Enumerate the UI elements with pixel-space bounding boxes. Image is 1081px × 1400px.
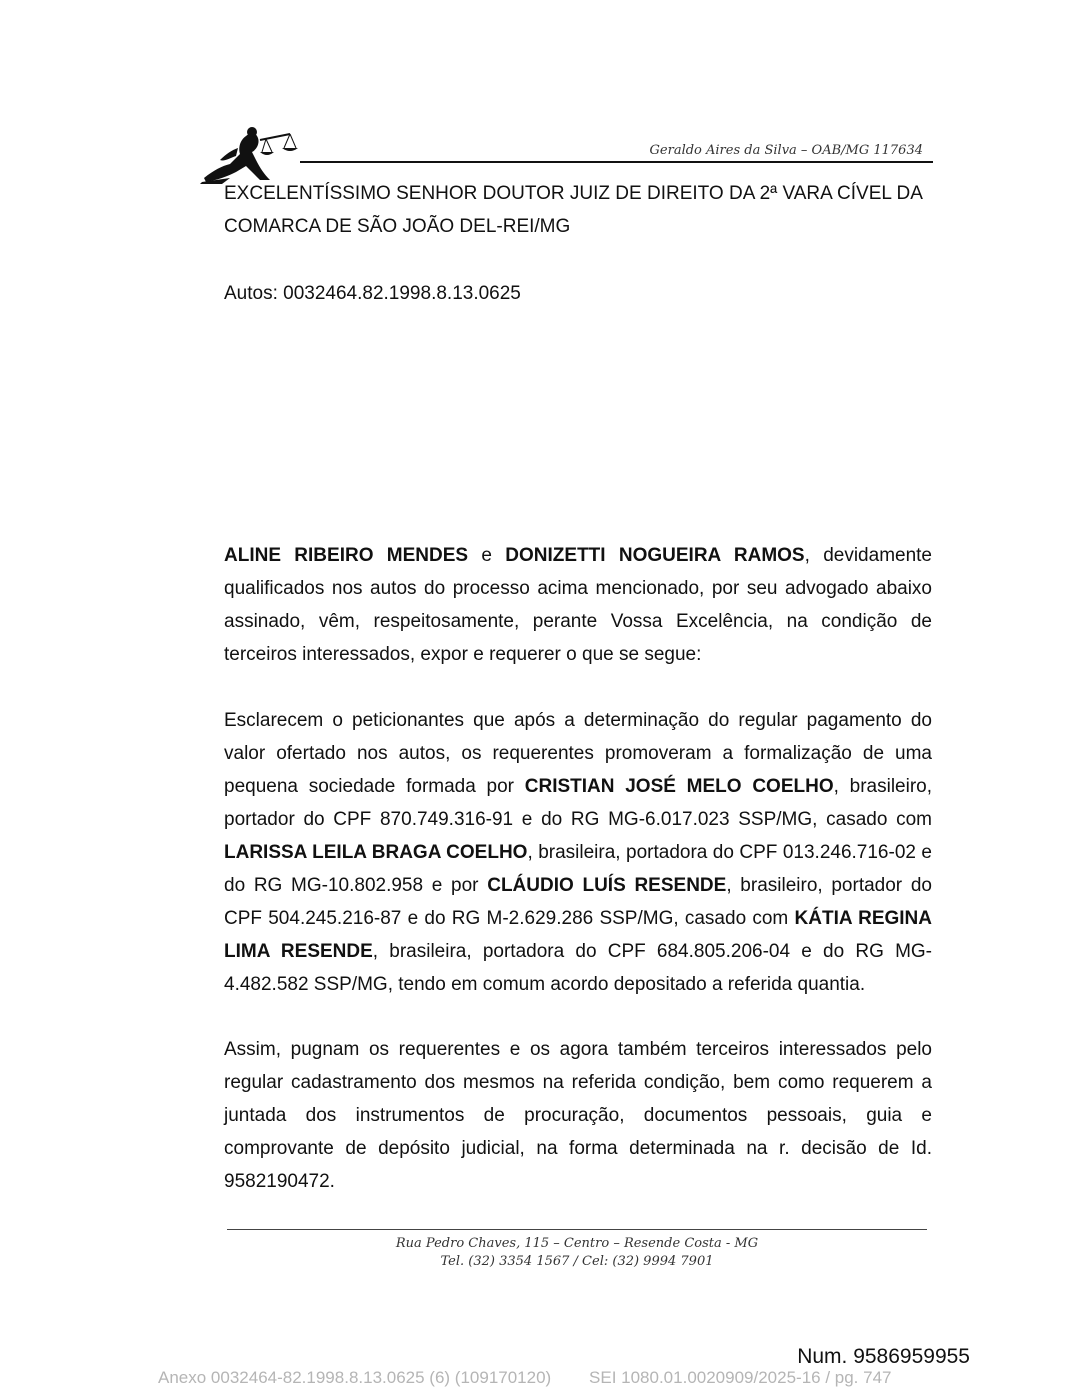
- footer-phone: Tel. (32) 3354 1567 / Cel: (32) 9994 7901: [440, 1254, 714, 1269]
- bold-name: ALINE RIBEIRO MENDES: [224, 545, 469, 566]
- bold-name: LARISSA LEILA BRAGA COELHO: [224, 842, 528, 863]
- paragraph-parties: [224, 539, 932, 671]
- footer: [227, 1235, 927, 1271]
- paragraph-text: , brasileiro, portador do CPF 504.245.216-87 e do RG M-2.629.286 SSP/MG, casado com: [224, 875, 932, 929]
- bold-name: KÁTIA REGINA LIMA RESENDE: [224, 908, 932, 962]
- annex-stamp: [158, 1368, 928, 1388]
- paragraph-text: , brasileira, portadora do CPF 013.246.716-02 e do RG MG-10.802.958 e por: [224, 842, 932, 896]
- bold-name: CLÁUDIO LUÍS RESENDE: [487, 875, 727, 896]
- sei-label: SEI 1080.01.0020909/2025-16 / pg. 747: [589, 1368, 892, 1387]
- document-number-stamp: Num. 9586959955: [797, 1345, 970, 1368]
- lawyer-signature-header: Geraldo Aires da Silva – OAB/MG 117634: [649, 143, 923, 158]
- paragraph-text: Esclarecem o peticionantes que após a determinação do regular pagamento do valor ofertado nos autos, os requerentes promoveram a formalização de uma pequena sociedade formada por: [224, 710, 932, 797]
- paragraph-request: Assim, pugnam os requerentes e os agora também terceiros interessados pelo regular cadastramento dos mesmos na referida condição, bem como requerem a juntada dos instrumentos de procuração, documentos pessoais, guia e comprovante de depósito judicial, na forma determinada na r. decisão de Id. 9582190472.: [224, 1039, 932, 1192]
- footer-rule: [227, 1229, 927, 1230]
- header-rule: [300, 161, 933, 163]
- paragraph-text: , brasileira, portadora do CPF 684.805.206-04 e do RG MG-4.482.582 SSP/MG, tendo em comum acordo depositado a referida quantia.: [224, 941, 932, 995]
- paragraph-text: e: [468, 545, 506, 566]
- bold-name: CRISTIAN JOSÉ MELO COELHO: [524, 776, 834, 797]
- paragraph-text: , brasileiro, portador do CPF 870.749.316-91 e do RG MG-6.017.023 SSP/MG, casado com: [224, 776, 933, 830]
- paragraph-clarification: [224, 704, 932, 1001]
- case-number: Autos: 0032464.82.1998.8.13.0625: [224, 283, 521, 304]
- annex-label: Anexo 0032464-82.1998.8.13.0625 (6) (109170120): [158, 1368, 552, 1387]
- footer-address: Rua Pedro Chaves, 115 – Centro – Resende Costa - MG: [395, 1236, 759, 1251]
- addressee-heading: EXCELENTÍSSIMO SENHOR DOUTOR JUIZ DE DIREITO DA 2ª VARA CÍVEL DA COMARCA DE SÃO JOÃO DEL-REI/MG: [224, 183, 922, 237]
- justice-scales-logo: [200, 120, 304, 184]
- paragraph-text: , devidamente qualificados nos autos do processo acima mencionado, por seu advogado abaixo assinado, vêm, respeitosamente, perante Vossa Excelência, na condição de terceiros interessados, expor e requerer o que se segue:: [224, 545, 932, 665]
- bold-name: DONIZETTI NOGUEIRA RAMOS: [505, 545, 805, 566]
